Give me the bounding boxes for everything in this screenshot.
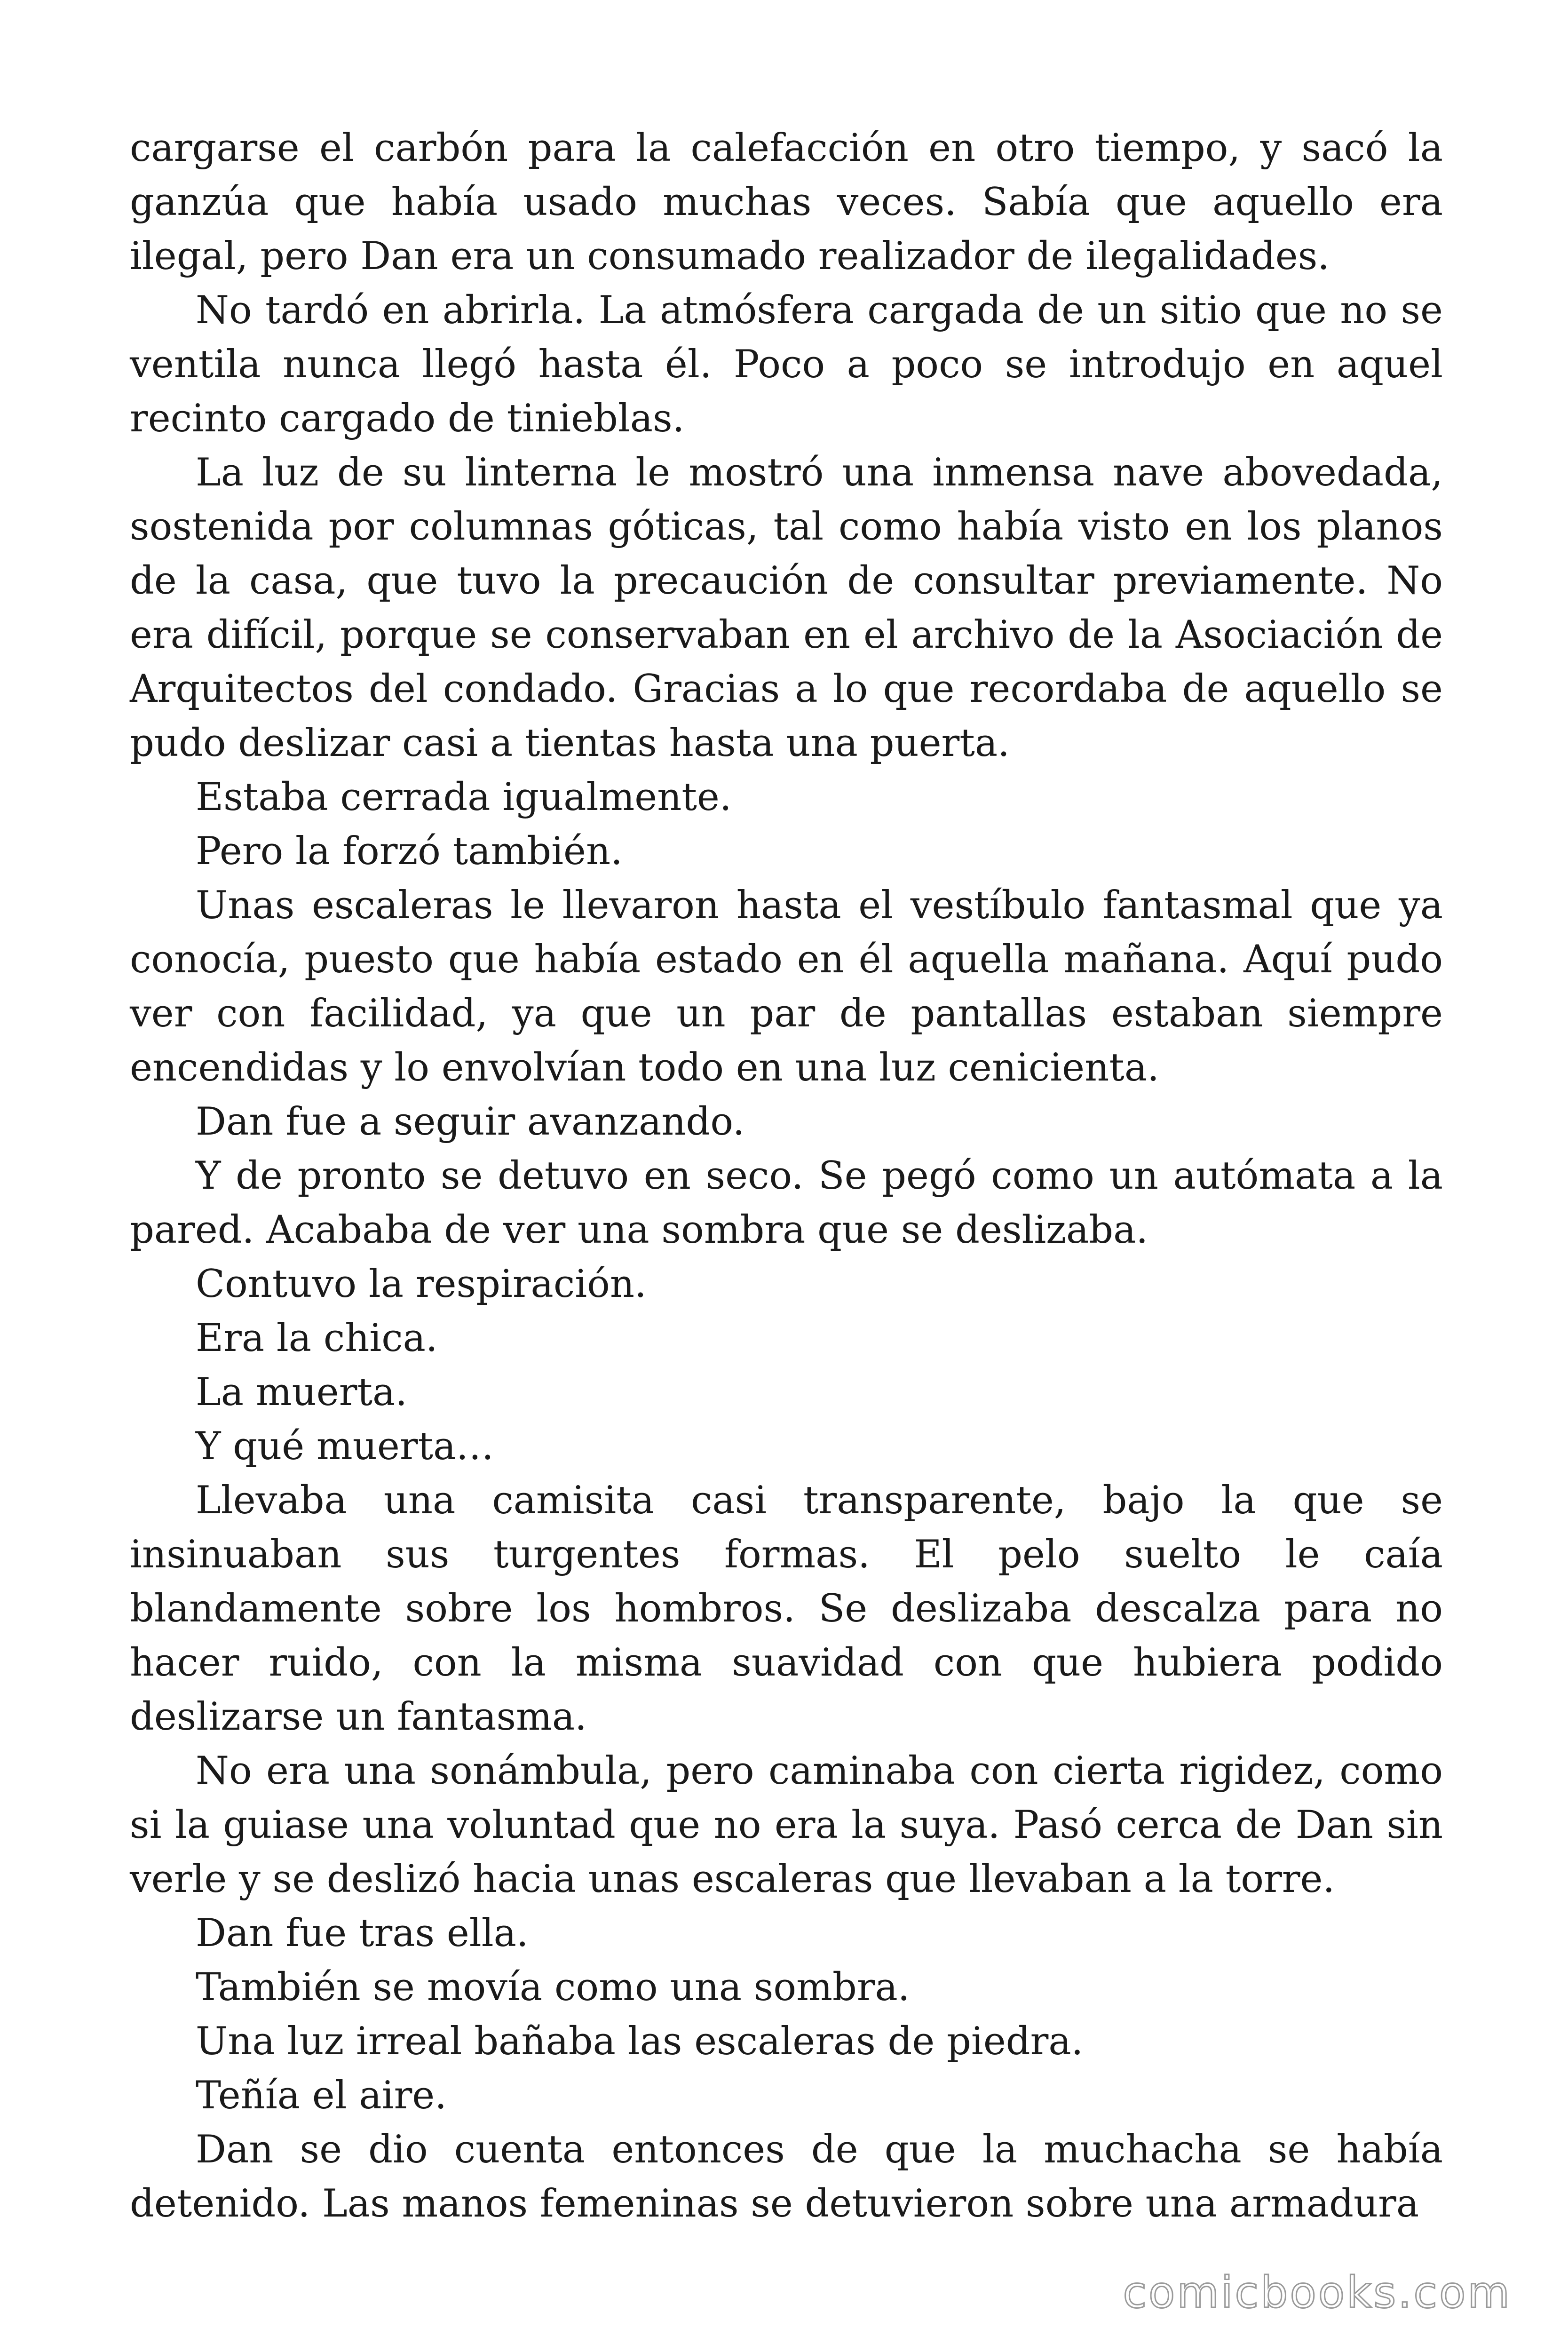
paragraph-15: Dan fue tras ella.	[196, 1911, 529, 1955]
paragraph-1: cargarse el carbón para la calefacción en otro tiempo, y sacó la ganzúa que había usado muchas veces. Sabía que aquello era ilegal, pero Dan era un consumado realizador de ilegalidades.	[130, 126, 1443, 278]
paragraph-13: Llevaba una camisita casi transparente, bajo la que se insinuaban sus turgentes formas. El pelo suelto le caía blandamente sobre los hombros. Se deslizaba descalza para no hacer ruido, con la misma suavidad con que hubiera podido deslizarse un fantasma.	[130, 1478, 1443, 1739]
paragraph-2: No tardó en abrirla. La atmósfera cargada de un sitio que no se ventila nunca llegó hasta él. Poco a poco se introdujo en aquel recinto cargado de tinieblas.	[130, 288, 1443, 441]
watermark: comicbooks.com	[1123, 2267, 1512, 2318]
paragraph-17: Una luz irreal bañaba las escaleras de piedra.	[196, 2019, 1084, 2064]
page-body	[130, 121, 1443, 2231]
paragraph-11: La muerta.	[196, 1370, 408, 1414]
paragraph-16: También se movía como una sombra.	[196, 1965, 910, 2010]
paragraph-18: Teñía el aire.	[196, 2074, 447, 2118]
paragraph-3: La luz de su linterna le mostró una inmensa nave abovedada, sostenida por columnas góticas, tal como había visto en los planos de la casa, que tuvo la precaución de consultar previamente. No era difícil, porque se conservaban en el archivo de la Asociación de Arquitectos del condado. Gracias a lo que recordaba de aquello se pudo deslizar casi a tientas hasta una puerta.	[130, 451, 1443, 765]
paragraph-19: Dan se dio cuenta entonces de que la muchacha se había detenido. Las manos femeninas se detuvieron sobre una armadura	[130, 2128, 1443, 2226]
paragraph-6: Unas escaleras le llevaron hasta el vestíbulo fantasmal que ya conocía, puesto que había estado en él aquella mañana. Aquí pudo ver con facilidad, ya que un par de pantallas estaban siempre encendidas y lo envolvían todo en una luz cenicienta.	[130, 883, 1443, 1090]
paragraph-7: Dan fue a seguir avanzando.	[196, 1100, 745, 1144]
paragraph-12: Y qué muerta…	[196, 1424, 494, 1469]
paragraph-8: Y de pronto se detuvo en seco. Se pegó como un autómata a la pared. Acababa de ver una sombra que se deslizaba.	[130, 1154, 1443, 1252]
paragraph-4: Estaba cerrada igualmente.	[196, 775, 732, 819]
paragraph-10: Era la chica.	[196, 1316, 438, 1360]
paragraph-14: No era una sonámbula, pero caminaba con cierta rigidez, como si la guiase una voluntad que no era la suya. Pasó cerca de Dan sin verle y se deslizó hacia unas escaleras que llevaban a la torre.	[130, 1749, 1443, 1901]
paragraph-5: Pero la forzó también.	[196, 829, 623, 874]
paragraph-9: Contuvo la respiración.	[196, 1262, 647, 1306]
